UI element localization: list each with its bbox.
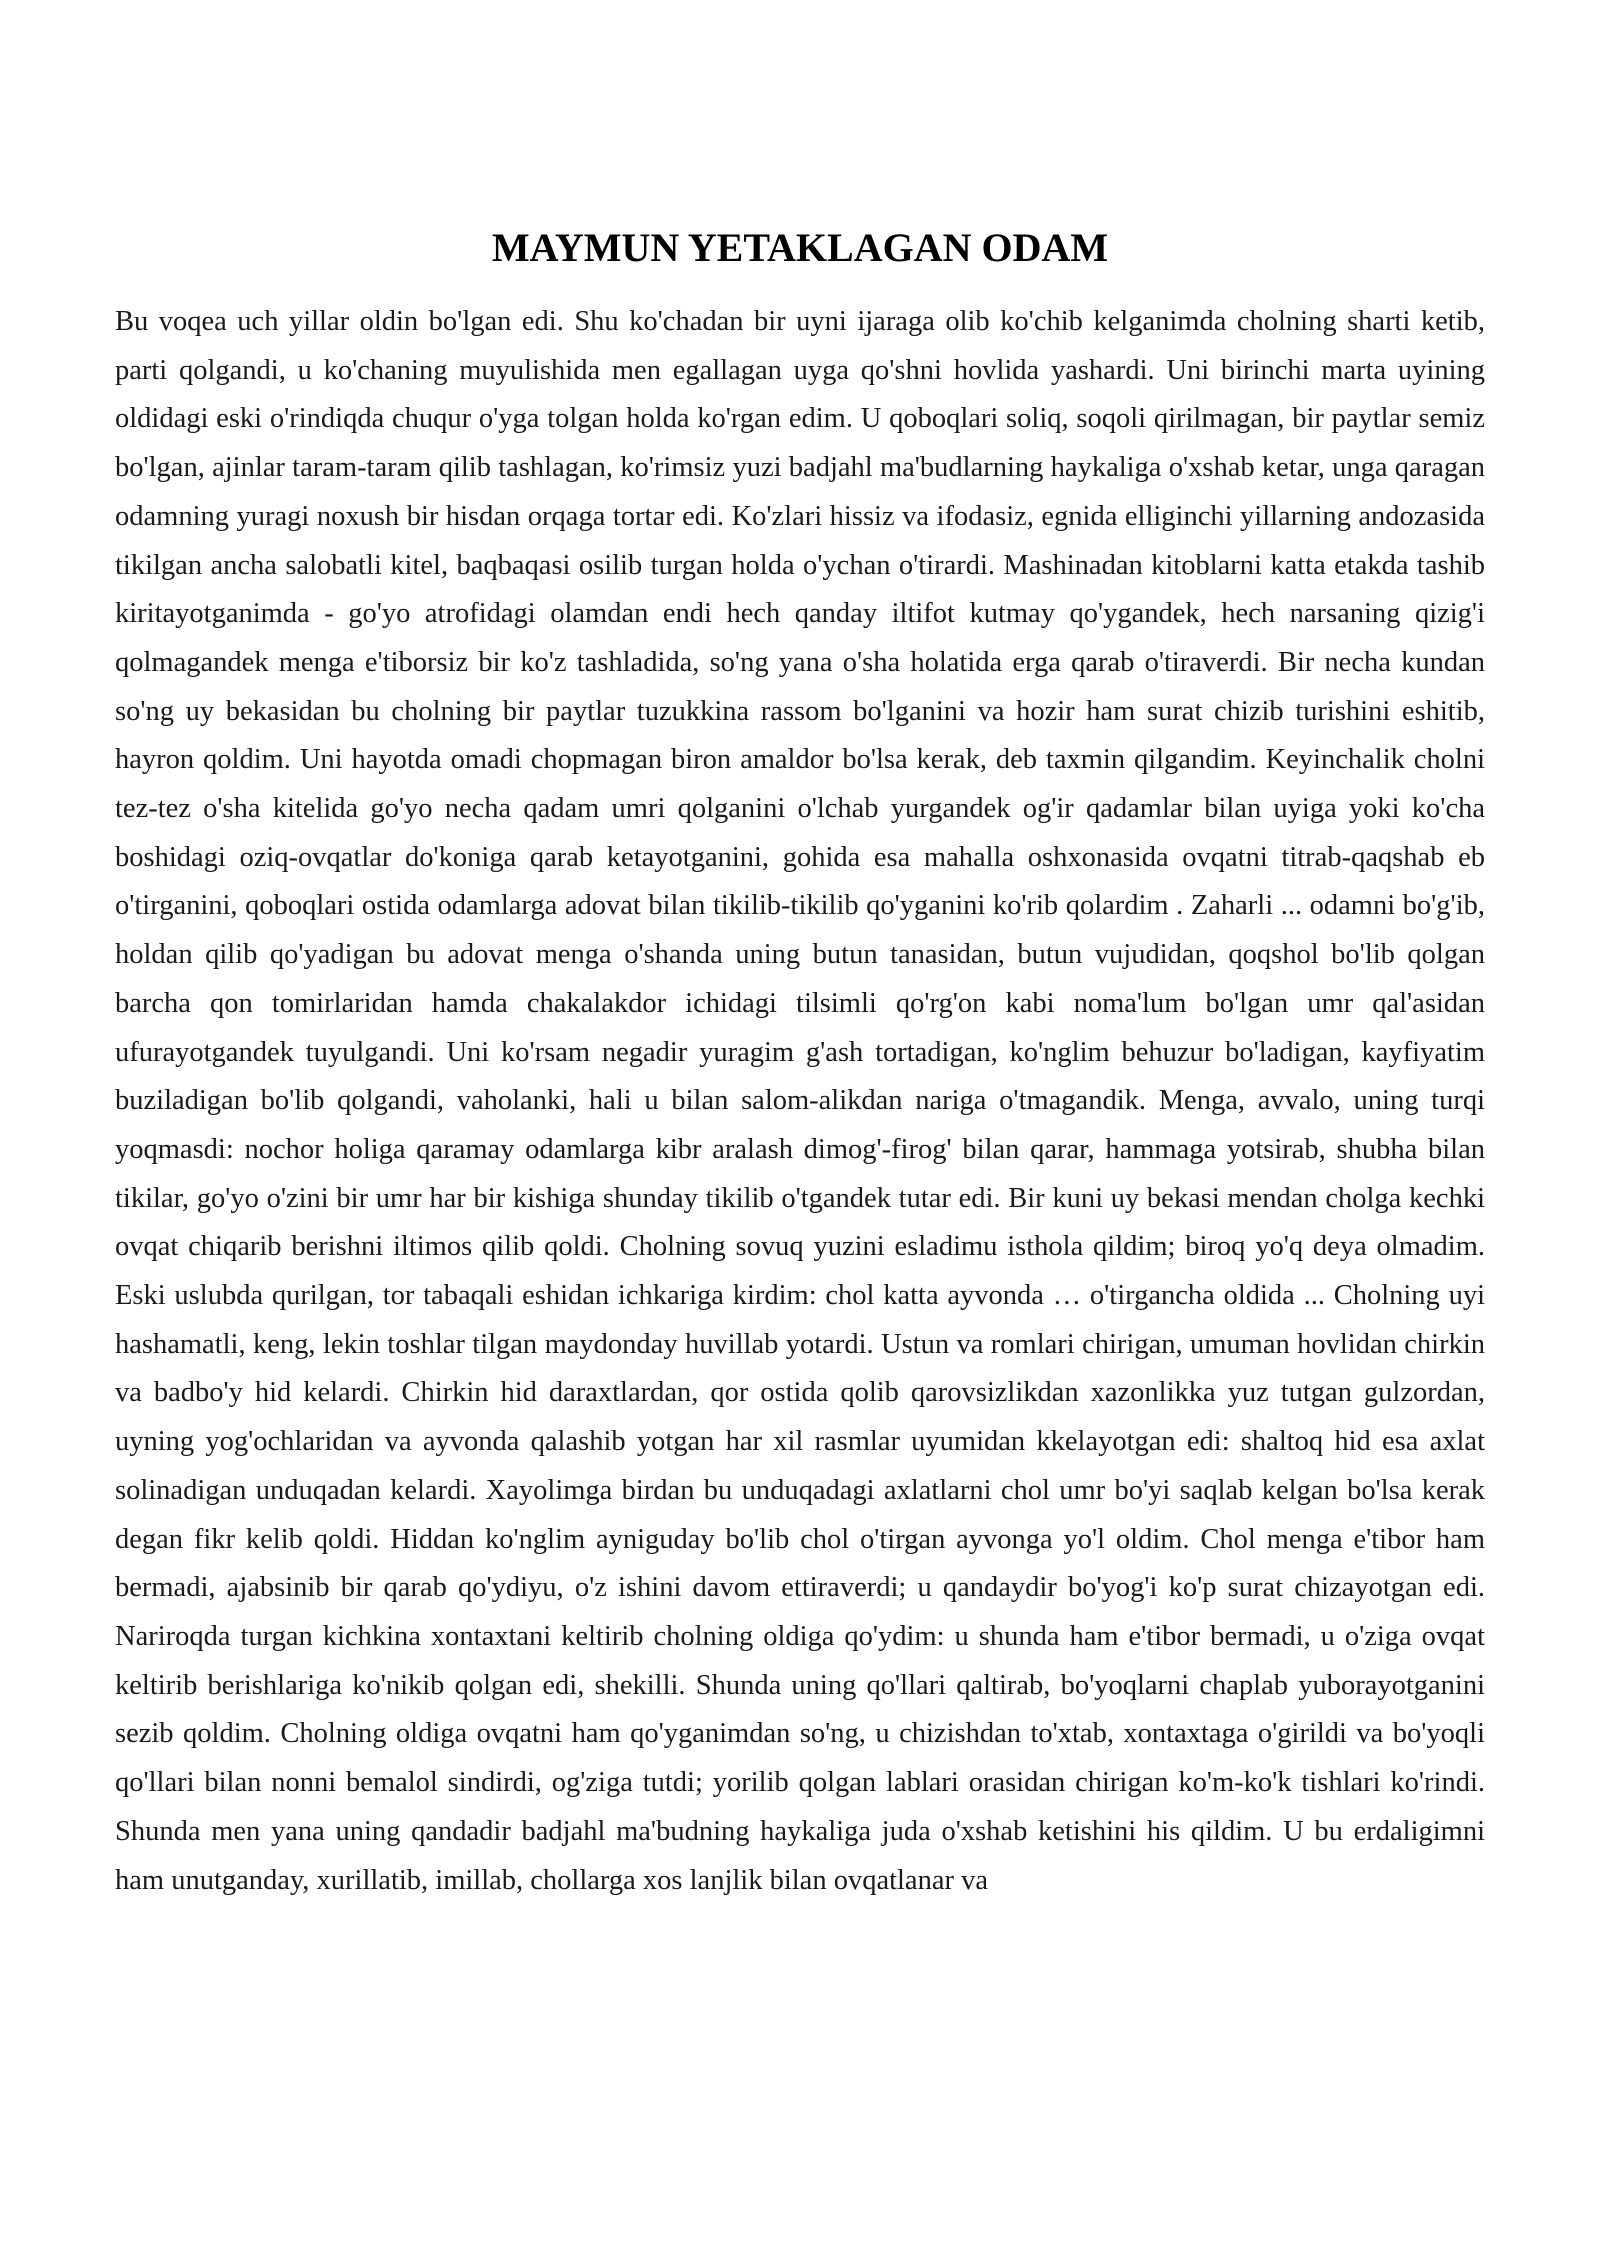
document-body-paragraph: Bu voqea uch yillar oldin bo'lgan edi. Shu ko'chadan bir uyni ijaraga olib ko'chib kelganimda cholning sharti ketib, parti qolgandi, u ko'chaning muyulishida men egallagan uyga qo'shni hovlida yashardi. Uni birinchi marta uyining oldidagi eski o'rindiqda chuqur o'yga tolgan holda ko'rgan edim. U qoboqlari soliq, soqoli qirilmagan, bir paytlar semiz bo'lgan, ajinlar taram-taram qilib tashlagan, ko'rimsiz yuzi badjahl ma'budlarning haykaliga o'xshab ketar, unga qaragan odamning yuragi noxush bir hisdan orqaga tortar edi. Ko'zlari hissiz va ifodasiz, egnida elliginchi yillarning andozasida tikilgan ancha salobatli kitel, baqbaqasi osilib turgan holda o'ychan o'tirardi. Mashinadan kitoblarni katta etakda tashib kiritayotganimda - go'yo atrofidagi olamdan endi hech qanday iltifot kutmay qo'ygandek, hech narsaning qizig'i qolmagandek menga e'tiborsiz bir ko'z tashladida, so'ng yana o'sha holatida erga qarab o'tiraverdi. Bir necha kundan so'ng uy bekasidan bu cholning bir paytlar tuzukkina rassom bo'lganini va hozir ham surat chizib turishini eshitib, hayron qoldim. Uni hayotda omadi chopmagan biron amaldor bo'lsa kerak, deb taxmin qilgandim. Keyinchalik cholni tez-tez o'sha kitelida go'yo necha qadam umri qolganini o'lchab yurgandek og'ir qadamlar bilan uyiga yoki ko'cha boshidagi oziq-ovqatlar do'koniga qarab ketayotganini, gohida esa mahalla oshxonasida ovqatni titrab-qaqshab eb o'tirganini, qoboqlari ostida odamlarga adovat bilan tikilib-tikilib qo'yganini ko'rib qolardim . Zaharli ... odamni bo'g'ib, holdan qilib qo'yadigan bu adovat menga o'shanda uning butun tanasidan, butun vujudidan, qoqshol bo'lib qolgan barcha qon tomirlaridan hamda chakalakdor ichidagi tilsimli qo'rg'on kabi noma'lum bo'lgan umr qal'asidan ufurayotgandek tuyulgandi. Uni ko'rsam negadir yuragim g'ash tortadigan, ko'nglim behuzur bo'ladigan, kayfiyatim buziladigan bo'lib qolgandi, vaholanki, hali u bilan salom-alikdan nariga o'tmagandik. Menga, avvalo, uning turqi yoqmasdi: nochor holiga qaramay odamlarga kibr aralash dimog'-firog' bilan qarar, hammaga yotsirab, shubha bilan tikilar, go'yo o'zini bir umr har bir kishiga shunday tikilib o'tgandek tutar edi. Bir kuni uy bekasi mendan cholga kechki ovqat chiqarib berishni iltimos qilib qoldi. Cholning sovuq yuzini esladimu isthola qildim; biroq yo'q deya olmadim. Eski uslubda qurilgan, tor tabaqali eshidan ichkariga kirdim: chol katta ayvonda … o'tirgancha oldida ... Cholning uyi hashamatli, keng, lekin toshlar tilgan maydonday huvillab yotardi. Ustun va romlari chirigan, umuman hovlidan chirkin va badbo'y hid kelardi. Chirkin hid daraxtlardan, qor ostida qolib qarovsizlikdan xazonlikka yuz tutgan gulzordan, uyning yog'ochlaridan va ayvonda qalashib yotgan har xil rasmlar uyumidan kkelayotgan edi: shaltoq hid esa axlat solinadigan unduqadan kelardi. Xayolimga birdan bu unduqadagi axlatlarni chol umr bo'yi saqlab kelgan bo'lsa kerak degan fikr kelib qoldi. Hiddan ko'nglim ayniguday bo'lib chol o'tirgan ayvonga yo'l oldim. Chol menga e'tibor ham bermadi, ajabsinib bir qarab qo'ydiyu, o'z ishini davom ettiraverdi; u qandaydir bo'yog'i ko'p surat chizayotgan edi. Nariroqda turgan kichkina xontaxtani keltirib cholning oldiga qo'ydim: u shunda ham e'tibor bermadi, u o'ziga ovqat keltirib berishlariga ko'nikib qolgan edi, shekilli. Shunda uning qo'llari qaltirab, bo'yoqlarni chaplab yuborayotganini sezib qoldim. Cholning oldiga ovqatni ham qo'yganimdan so'ng, u chizishdan to'xtab, xontaxtaga o'girildi va bo'yoqli qo'llari bilan nonni bemalol sindirdi, og'ziga tutdi; yorilib qolgan lablari orasidan chirigan ko'm-ko'k tishlari ko'rindi. Shunda men yana uning qandadir badjahl ma'budning haykaliga juda o'xshab ketishini his qildim. U bu erdaligimni ham unutganday, xurillatib, imillab, chollarga xos lanjlik bilan ovqatlanar va — [115, 306, 1485, 1896]
document-title: MAYMUN YETAKLAGAN ODAM — [491, 225, 1109, 270]
